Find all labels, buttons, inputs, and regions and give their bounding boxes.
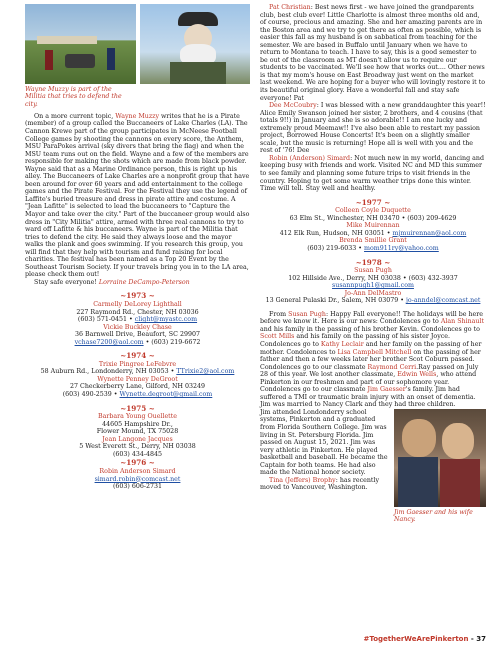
classmate-name: Jim Gaesser [367,386,406,394]
text-run: On a more current topic, [34,112,116,120]
dee-mccoubry-paragraph [260,102,486,155]
text-run: From [269,310,289,318]
contact-block [25,301,250,346]
classmate-name: Edwin Wells [397,371,437,379]
classmate-name: Kathy Leclair [320,340,364,348]
classmate-name: Tina (Jeffers) Brophy [269,476,336,484]
cannon-field-photo [25,4,136,84]
contact-name: Carmelly DeLorey Lighthall [93,301,182,309]
contact-line [25,391,250,399]
photo-caption: Wayne Muzzy is part of the Militia that tries to defend the city. [25,86,122,108]
text-run: 's family. Jim had suffered a TMI or traumatic brain injury with an onset of dementia. Jim was married to Nancy Clark and they had three children. [260,386,476,409]
contact-line [260,297,486,305]
text-run: : Best news first - we have joined the grandparents club, best club ever! Little Charlotte is almost three months old and, of course, precious and amazing. She and her amazing parents are in the Boston area and we try to get there as often as possible, which is easier this fall as my husband is on sabbatical from teaching for the semester. We are based in Buffalo until January when we have to return to Montana to teach. I have to say, this is a good semester to be out of the classroom as MT doesn't allow us to require our students to be vaccinated. We'll see how that works out.... Other news is that my mom's house on East Broadway just went on the market last weekend. We are hoping for a buyer who will lovingly restore it to its beautiful original glory. Have a wonderful fall and stay safe everyone! Pat [260,4,486,102]
robin-simard-paragraph [260,155,486,193]
hashtag: #TogetherWeArePinkerton [363,635,469,643]
contact-address: Flower Mound, TX 75028 [96,428,179,436]
classmate-name: Susan Pugh [288,310,326,318]
sign-off [25,279,250,287]
classmate-name: Alan Shinault [440,318,485,326]
text-run: : has recently moved to Vancouver, Washington. [260,476,380,492]
contact-name: Mike Muirennan [346,222,400,230]
email-link[interactable]: clight@myastc.com [134,316,198,324]
contact-address: 412 Elk Run, Hudson, NH 03051 • [279,229,393,237]
contact-address: 63 Elm St., Winchester, NH 03470 • (603) 209-4629 [289,214,457,222]
contact-name: Vickie Buckley Chase [103,323,172,331]
text-run: and her family on the passing of her mother. Condolences to [260,340,482,356]
contact-address: 102 Hillside Ave., Derry, NH 03038 • (603) 432-3937 [288,274,458,282]
text-run: : I was blessed with a new granddaughter this year!! Alice Emily Swanson joined her sister, 2 brothers, and 4 cousins (that totals 9!!) in January and she is so adorable!! I am one lucky and extremely proud Meemaw!! I've also been able to restart my passion project, Borrowed House Concerts! It's been on a slightly smaller scale, but the music is returning! Hope all is well with you and the rest of '76! Dee [260,102,486,155]
susan-pugh-paragraph [260,311,486,409]
contact-name: Trixie Pingree LeFebvre [98,360,177,368]
contact-name: Jo-Ann DelMastro [344,289,402,297]
contact-block [25,361,250,399]
text-run: .Ray passed on July 28 of this year. We lost another classmate, [260,363,479,379]
classmate-name: Robin (Anderson) Simard [269,154,351,162]
tina-brophy-paragraph [260,477,389,492]
year-heading-1978: ~1978 ~ [355,257,391,267]
contact-line [260,245,486,253]
contact-address: 27 Checkerberry Lane, Gilford, NH 03249 [69,383,205,391]
email-link[interactable]: Wynette.degroot@gmail.com [119,391,213,399]
photo-caption: Jim Gaesser and his wife Nancy. [394,508,473,524]
signer-name: Lorraine DeCampo-Peterson [98,278,190,286]
text-run: and his family on the passing of his sister Joyce. Condolences go to [260,333,451,348]
page-footer [364,635,487,643]
photo-wrap [394,409,486,524]
jim-and-nancy-photo [394,409,486,507]
classmate-name: Lisa Campbell Mitchell [337,348,412,356]
wayne-muzzy-paragraph [25,113,250,279]
contact-name: Barbara Young Ouellette [98,413,177,421]
year-heading-1975: ~1975 ~ [120,403,155,413]
contact-name: Brenda Smillie Grant [339,237,407,245]
classmate-name: Raymond Cerri [367,363,417,371]
photo-row [25,4,250,84]
classmate-name: Pat Christian [269,4,311,11]
year-heading-1974: ~1974 ~ [120,351,155,361]
email-link[interactable]: vchase7200@aol.com [74,338,144,346]
email-link[interactable]: mom911ry@yahoo.com [364,244,439,252]
email-link[interactable]: mjmuirennan@aol.com [392,229,467,237]
contact-block [25,468,250,491]
year-heading-1976: ~1976 ~ [120,458,155,468]
contact-address: 5 West Everett St., Derry, NH 03038 [79,443,196,451]
left-column [25,4,250,491]
contact-name: Colleen Coyle Duquette [335,207,411,215]
email-link[interactable]: TTrixie2@aol.com [176,368,235,376]
page-number: 37 [476,635,486,643]
text-run: , who attend Pinkerton in our freshmen and part of our sophomore year. Condolences go to our classmate [260,371,477,394]
contact-address: 44605 Hampshire Dr., [102,420,173,428]
contact-phone: (603) 490-2539 • [62,391,120,399]
contact-address: 227 Raymond Rd., Chester, NH 03036 [76,308,199,316]
text-run: and his family in the passing of his brother Kevin. Condolences go to [260,325,480,333]
text-run: : Not much new in my world, dancing and keeping busy with friends and work. Visited NC and MD this summer to see family and planning some future trips to visit friends in the country. Hoping to get some warm weather trips done this winter. Time will tell. Stay well and healthy. [260,154,484,193]
right-column [260,4,486,523]
contact-line [25,316,250,324]
classmate-name: Scott Mills [260,333,295,341]
classmate-name: Wayne Muzzy [115,112,160,120]
contact-phone: (603) 219-6033 • [307,244,365,252]
bottom-text [260,409,389,524]
contact-phone: (603) 434-4845 [112,450,163,458]
email-link[interactable]: susannpugh1@gmail.com [332,282,414,290]
footer-separator: - [468,635,477,643]
contact-name: Robin Anderson Simard [99,467,176,475]
jim-gaesser-paragraph: Jim attended Londonderry school systems, Pinkerton and a graduated from Florida Southern College. Jim was living in St. Petersburg Florida. Jim passed on August 15, 2021. Jim was very athletic in Pinkerton. He played basketball and baseball. He became the Captain for both teams. He had also made the National honor society. [260,408,388,477]
contact-address: 36 Barnwell Drive, Beaufort, SC 29907 [75,331,200,339]
contact-name: Susan Pugh [354,267,392,275]
contact-phone: (603) 571-0451 • [77,316,135,324]
contact-block [260,207,486,252]
contact-line [25,339,250,347]
contact-address: 13 General Pulaski Dr., Salem, NH 03079 • [265,297,406,305]
contact-name: Wynette Penney DeGroot [97,375,178,383]
classmate-name: Dee McCoubry [269,102,317,110]
contact-phone: (603) 606-2731 [112,483,163,491]
text-run: writes that he is a Pirate (member) of a group called the Buccaneers of Lake Charles (LA). The Cannon Krewe part of the group participates in McNeese Football College games by shooting the cannons on every score, the Anthem, MSU ParaPokes arrival (sky divers that bring the flag) and when the MSU team runs out on the field. Wayne and a few of the members are responsible for making the shots which are made from black powder. Wayne said that as a Marine Ordinance person, this is right up his alley. The Buccaneers of Lake Charles are a nonprofit group that have been around for over 60 years and add entertainment to the college games and the Pirate Festival. For the Festival they use the legend of Laffite's buried treasure and dress in pirate attire and costume. A "Jean Lafitte" is selected to lead the buccaneers to "Capture the Mayor and take over the city." Part of the buccaneer group would also dress in "City Militia" attire, armed with three real cannons to try to ward off Lafitte & his buccaneers. Wayne is part of the Militia that tries to defend the city. He said they always loose and the mayor walks the plank and goes swimming. If you research this group, you will find that they help with tourism and fund raising for local charities. The festival has been named as a Top 20 Event by the Southeast Tourism Society. If your travels bring you in to the LA area, please check them out! [25,112,250,279]
bottom-row [260,409,486,524]
wayne-muzzy-photo [140,4,251,84]
pat-christian-paragraph [260,4,486,102]
text-run: : Happy Fall everyone!! The holidays will be here before we know it. Here is our news: Condolences go to [260,310,484,326]
contact-phone: • (603) 219-6672 [143,338,201,346]
email-link[interactable]: jo-anndel@comcast.net [405,297,481,305]
email-link[interactable]: simard.robin@comcast.net [94,475,181,483]
year-heading-1977: ~1977 ~ [355,197,391,207]
text-run: Stay safe everyone! [34,278,99,286]
contact-name: Jean Langone Jacques [102,435,173,443]
contact-line [25,368,250,376]
contact-line [260,230,486,238]
year-heading-1973: ~1973 ~ [120,291,155,301]
contact-block [260,267,486,305]
text-run: on the passing of her father and then a few weeks later her brother Scot Coburn passed. Condolences go to our classmate [260,348,481,371]
contact-address: 58 Auburn Rd., Londonderry, NH 03053 • [40,368,177,376]
contact-block [25,413,250,458]
